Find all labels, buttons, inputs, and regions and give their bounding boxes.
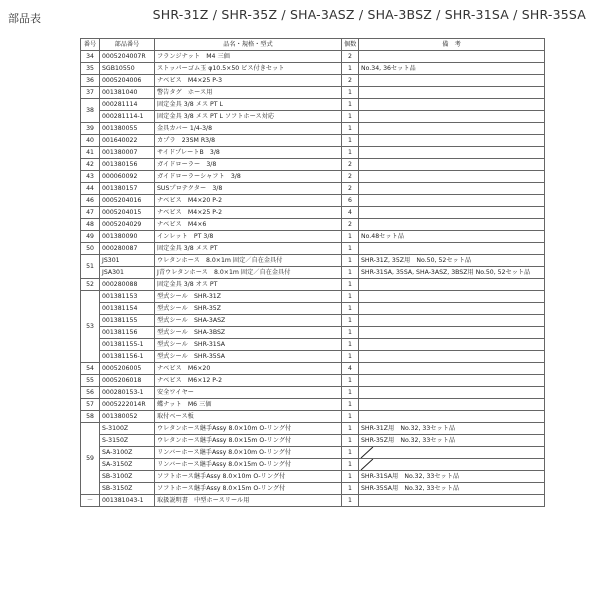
cell-name-spec: ガイドローラー 3/8 xyxy=(155,159,342,171)
cell-remarks xyxy=(359,351,545,363)
cell-no: 46 xyxy=(81,195,100,207)
cell-name-spec: ナベビス M4×20 P-2 xyxy=(155,195,342,207)
cell-part-number: SB-3100Z xyxy=(100,471,155,483)
cell-no: 57 xyxy=(81,399,100,411)
cell-qty: 1 xyxy=(342,435,359,447)
table-row xyxy=(81,267,545,279)
cell-qty: 2 xyxy=(342,183,359,195)
table-row xyxy=(81,411,545,423)
cell-part-number: SA-3150Z xyxy=(100,459,155,471)
cell-remarks-crossed xyxy=(359,447,545,459)
cell-qty: 1 xyxy=(342,387,359,399)
cell-remarks xyxy=(359,363,545,375)
cell-part-number: 001380090 xyxy=(100,231,155,243)
cell-name-spec: カプラ 23SM R3/8 xyxy=(155,135,342,147)
cell-remarks xyxy=(359,99,545,111)
cell-name-spec: ウレタンホース 8.0×1m 固定／自在金具付 xyxy=(155,255,342,267)
table-row xyxy=(81,339,545,351)
cell-name-spec: 型式シール SHA-3BSZ xyxy=(155,327,342,339)
cell-no: 51 xyxy=(81,255,100,279)
parts-table-body xyxy=(81,51,545,507)
cell-name-spec: 蝶ナット M6 三価 xyxy=(155,399,342,411)
cell-no: 48 xyxy=(81,219,100,231)
cell-remarks xyxy=(359,195,545,207)
cell-part-number: 0005204007R xyxy=(100,51,155,63)
cell-no: 54 xyxy=(81,363,100,375)
cell-qty: 1 xyxy=(342,423,359,435)
cell-qty: 1 xyxy=(342,255,359,267)
cell-remarks xyxy=(359,135,545,147)
cell-no: 56 xyxy=(81,387,100,399)
cell-no: 34 xyxy=(81,51,100,63)
cell-part-number: S-3150Z xyxy=(100,435,155,447)
cell-name-spec: インレット PT 3/8 xyxy=(155,231,342,243)
table-row xyxy=(81,363,545,375)
cell-remarks: No.34, 36セット品 xyxy=(359,63,545,75)
cell-qty: 1 xyxy=(342,483,359,495)
cell-no: 42 xyxy=(81,159,100,171)
cell-remarks xyxy=(359,315,545,327)
cell-qty: 1 xyxy=(342,87,359,99)
cell-part-number: 0005204029 xyxy=(100,219,155,231)
cell-remarks: SHR-35SA用 No.32, 33セット品 xyxy=(359,483,545,495)
cell-name-spec: 型式シール SHR-35Z xyxy=(155,303,342,315)
cell-qty: 1 xyxy=(342,471,359,483)
cell-name-spec: リンバーホース継手Assy 8.0×15m O-リング付 xyxy=(155,459,342,471)
table-row xyxy=(81,147,545,159)
cell-name-spec: ナベビス M6×12 P-2 xyxy=(155,375,342,387)
cell-remarks xyxy=(359,375,545,387)
cell-no: 59 xyxy=(81,423,100,495)
cell-name-spec: ナベビス M4×25 P-2 xyxy=(155,207,342,219)
cell-qty: 2 xyxy=(342,219,359,231)
cell-name-spec: ナベビス M4×25 P-3 xyxy=(155,75,342,87)
page-title: 部品表 xyxy=(8,12,41,25)
cell-name-spec: 金具カバー 1/4-3/8 xyxy=(155,123,342,135)
cell-part-number: 0005206005 xyxy=(100,363,155,375)
cell-part-number: 000280087 xyxy=(100,243,155,255)
cell-name-spec: サイドプレートB 3/8 xyxy=(155,147,342,159)
col-header-qty: 個数 xyxy=(342,39,359,51)
cell-no: 50 xyxy=(81,243,100,255)
cell-qty: 1 xyxy=(342,447,359,459)
cell-remarks xyxy=(359,327,545,339)
table-row xyxy=(81,111,545,123)
table-row xyxy=(81,291,545,303)
cell-qty: 1 xyxy=(342,399,359,411)
cell-qty: 1 xyxy=(342,339,359,351)
cell-qty: 1 xyxy=(342,315,359,327)
table-row xyxy=(81,279,545,291)
cell-qty: 1 xyxy=(342,135,359,147)
cell-remarks xyxy=(359,87,545,99)
cell-no: 53 xyxy=(81,291,100,363)
cell-remarks xyxy=(359,387,545,399)
cell-part-number: JSA301 xyxy=(100,267,155,279)
col-header-remarks: 備 考 xyxy=(359,39,545,51)
table-row xyxy=(81,399,545,411)
cell-part-number: 001381156 xyxy=(100,327,155,339)
cell-part-number: 001380156 xyxy=(100,159,155,171)
col-header-name-spec: 品名・規格・型式 xyxy=(155,39,342,51)
cell-no: 36 xyxy=(81,75,100,87)
cell-qty: 1 xyxy=(342,459,359,471)
cell-qty: 6 xyxy=(342,195,359,207)
cell-part-number: 001381155 xyxy=(100,315,155,327)
cell-name-spec: 固定金具 3/8 メス PT xyxy=(155,243,342,255)
table-row xyxy=(81,447,545,459)
strike-line xyxy=(361,447,373,458)
cell-no: 47 xyxy=(81,207,100,219)
cell-part-number: 001381040 xyxy=(100,87,155,99)
cell-part-number: 000281114 xyxy=(100,99,155,111)
cell-name-spec: ソフトホース継手Assy 8.0×10m O-リング付 xyxy=(155,471,342,483)
table-row xyxy=(81,63,545,75)
cell-name-spec: ストッパーゴム玉 φ10.5×50 ビス付きセット xyxy=(155,63,342,75)
table-row xyxy=(81,183,545,195)
parts-table xyxy=(80,38,545,507)
cell-qty: 1 xyxy=(342,411,359,423)
cell-no: 43 xyxy=(81,171,100,183)
table-row xyxy=(81,459,545,471)
cell-remarks: SHR-31Z用 No.32, 33セット品 xyxy=(359,423,545,435)
table-row xyxy=(81,51,545,63)
table-row xyxy=(81,303,545,315)
table-row xyxy=(81,375,545,387)
cell-part-number: 000060092 xyxy=(100,171,155,183)
table-row xyxy=(81,207,545,219)
cell-no: 58 xyxy=(81,411,100,423)
cell-qty: 2 xyxy=(342,75,359,87)
cell-part-number: 001380007 xyxy=(100,147,155,159)
cell-remarks xyxy=(359,291,545,303)
cell-part-number: 001381153 xyxy=(100,291,155,303)
cell-remarks xyxy=(359,171,545,183)
cell-no: 55 xyxy=(81,375,100,387)
table-row xyxy=(81,99,545,111)
cell-part-number: 0005204015 xyxy=(100,207,155,219)
table-row xyxy=(81,159,545,171)
table-row xyxy=(81,423,545,435)
table-row xyxy=(81,123,545,135)
cell-name-spec: フランジナット M4 三価 xyxy=(155,51,342,63)
table-row xyxy=(81,471,545,483)
cell-part-number: 0005206018 xyxy=(100,375,155,387)
cell-part-number: 001381155-1 xyxy=(100,339,155,351)
cell-remarks xyxy=(359,243,545,255)
cell-name-spec: 取付ベース板 xyxy=(155,411,342,423)
cell-name-spec: 型式シール SHR-35SA xyxy=(155,351,342,363)
diagonal-strike-mark xyxy=(359,459,544,470)
cell-qty: 1 xyxy=(342,111,359,123)
cell-qty: 1 xyxy=(342,123,359,135)
cell-name-spec: 安全ワイヤー xyxy=(155,387,342,399)
cell-remarks: SHR-31SA用 No.32, 33セット品 xyxy=(359,471,545,483)
cell-qty: 1 xyxy=(342,63,359,75)
cell-no: 37 xyxy=(81,87,100,99)
cell-name-spec: SUSプロテクター 3/8 xyxy=(155,183,342,195)
cell-qty: 1 xyxy=(342,243,359,255)
cell-no: 44 xyxy=(81,183,100,195)
cell-qty: 1 xyxy=(342,231,359,243)
cell-remarks xyxy=(359,339,545,351)
cell-part-number: 001381156-1 xyxy=(100,351,155,363)
cell-qty: 2 xyxy=(342,51,359,63)
cell-part-number: 001640022 xyxy=(100,135,155,147)
cell-remarks: SHR-31SA, 35SA, SHA-3ASZ, 3BSZ用 No.50, 52セット品 xyxy=(359,267,545,279)
cell-qty: 1 xyxy=(342,279,359,291)
cell-name-spec: 型式シール SHA-3ASZ xyxy=(155,315,342,327)
cell-part-number: S-3100Z xyxy=(100,423,155,435)
cell-remarks xyxy=(359,159,545,171)
cell-name-spec: ガイドローラーシャフト 3/8 xyxy=(155,171,342,183)
cell-remarks xyxy=(359,111,545,123)
table-row xyxy=(81,195,545,207)
cell-qty: 2 xyxy=(342,159,359,171)
cell-qty: 2 xyxy=(342,171,359,183)
cell-qty: 1 xyxy=(342,267,359,279)
cell-part-number: 001380157 xyxy=(100,183,155,195)
table-row xyxy=(81,231,545,243)
cell-name-spec: 固定金具 3/8 メス PT L ソフトホース対応 xyxy=(155,111,342,123)
table-row xyxy=(81,315,545,327)
cell-remarks xyxy=(359,411,545,423)
cell-remarks xyxy=(359,123,545,135)
cell-no: 41 xyxy=(81,147,100,159)
table-row xyxy=(81,219,545,231)
diagonal-strike-mark xyxy=(359,447,544,458)
table-row xyxy=(81,243,545,255)
cell-name-spec: 固定金具 3/8 オス PT xyxy=(155,279,342,291)
cell-no: 52 xyxy=(81,279,100,291)
table-row xyxy=(81,87,545,99)
table-row xyxy=(81,435,545,447)
cell-part-number: 0005204006 xyxy=(100,75,155,87)
cell-qty: 1 xyxy=(342,495,359,507)
table-row xyxy=(81,327,545,339)
cell-name-spec: 型式シール SHR-31Z xyxy=(155,291,342,303)
cell-no: 35 xyxy=(81,63,100,75)
cell-name-spec: ウレタンホース継手Assy 8.0×10m O-リング付 xyxy=(155,423,342,435)
table-header-row xyxy=(81,39,545,51)
cell-name-spec: 取扱説明書 中型ホースリール用 xyxy=(155,495,342,507)
cell-qty: 4 xyxy=(342,207,359,219)
cell-part-number: 001381043-1 xyxy=(100,495,155,507)
cell-part-number: 001380055 xyxy=(100,123,155,135)
cell-part-number: SGB10550 xyxy=(100,63,155,75)
cell-qty: 1 xyxy=(342,147,359,159)
cell-name-spec: ウレタンホース継手Assy 8.0×15m O-リング付 xyxy=(155,435,342,447)
col-header-part-number: 部品番号 xyxy=(100,39,155,51)
cell-part-number: 000280088 xyxy=(100,279,155,291)
cell-part-number: 000281114-1 xyxy=(100,111,155,123)
table-row xyxy=(81,387,545,399)
cell-qty: 1 xyxy=(342,351,359,363)
cell-remarks xyxy=(359,219,545,231)
cell-qty: 1 xyxy=(342,327,359,339)
cell-no: 38 xyxy=(81,99,100,123)
cell-remarks xyxy=(359,303,545,315)
cell-name-spec: ナベビス M4×6 xyxy=(155,219,342,231)
cell-part-number: 001380052 xyxy=(100,411,155,423)
strike-line xyxy=(361,459,373,470)
cell-name-spec: ナベビス M6×20 xyxy=(155,363,342,375)
cell-no: 40 xyxy=(81,135,100,147)
cell-qty: 1 xyxy=(342,303,359,315)
cell-qty: 1 xyxy=(342,375,359,387)
cell-remarks: SHR-31Z, 35Z用 No.50, 52セット品 xyxy=(359,255,545,267)
table-row xyxy=(81,171,545,183)
cell-no: － xyxy=(81,495,100,507)
cell-name-spec: J青ウレタンホース 8.0×1m 固定／自在金具付 xyxy=(155,267,342,279)
cell-name-spec: リンバーホース継手Assy 8.0×10m O-リング付 xyxy=(155,447,342,459)
cell-name-spec: 警告タグ ホース用 xyxy=(155,87,342,99)
cell-remarks xyxy=(359,75,545,87)
table-row xyxy=(81,495,545,507)
cell-name-spec: 固定金具 3/8 メス PT L xyxy=(155,99,342,111)
cell-remarks: SHR-35Z用 No.32, 33セット品 xyxy=(359,435,545,447)
cell-remarks xyxy=(359,399,545,411)
cell-no: 39 xyxy=(81,123,100,135)
cell-remarks xyxy=(359,183,545,195)
cell-qty: 1 xyxy=(342,291,359,303)
cell-remarks: No.48セット品 xyxy=(359,231,545,243)
cell-part-number: 000280153-1 xyxy=(100,387,155,399)
table-row xyxy=(81,351,545,363)
cell-part-number: JS301 xyxy=(100,255,155,267)
cell-part-number: 0005204016 xyxy=(100,195,155,207)
table-row xyxy=(81,135,545,147)
cell-part-number: SB-3150Z xyxy=(100,483,155,495)
cell-remarks-crossed xyxy=(359,459,545,471)
table-row xyxy=(81,483,545,495)
col-header-no: 番号 xyxy=(81,39,100,51)
cell-part-number: 0005222014R xyxy=(100,399,155,411)
cell-no: 49 xyxy=(81,231,100,243)
model-list: SHR-31Z / SHR-35Z / SHA-3ASZ / SHA-3BSZ / SHR-31SA / SHR-35SA xyxy=(152,7,586,22)
cell-remarks xyxy=(359,147,545,159)
table-row xyxy=(81,255,545,267)
table-row xyxy=(81,75,545,87)
cell-remarks xyxy=(359,495,545,507)
cell-part-number: 001381154 xyxy=(100,303,155,315)
cell-qty: 4 xyxy=(342,363,359,375)
cell-remarks xyxy=(359,279,545,291)
cell-remarks xyxy=(359,51,545,63)
cell-part-number: SA-3100Z xyxy=(100,447,155,459)
cell-name-spec: 型式シール SHR-31SA xyxy=(155,339,342,351)
cell-name-spec: ソフトホース継手Assy 8.0×15m O-リング付 xyxy=(155,483,342,495)
cell-qty: 1 xyxy=(342,99,359,111)
cell-remarks xyxy=(359,207,545,219)
